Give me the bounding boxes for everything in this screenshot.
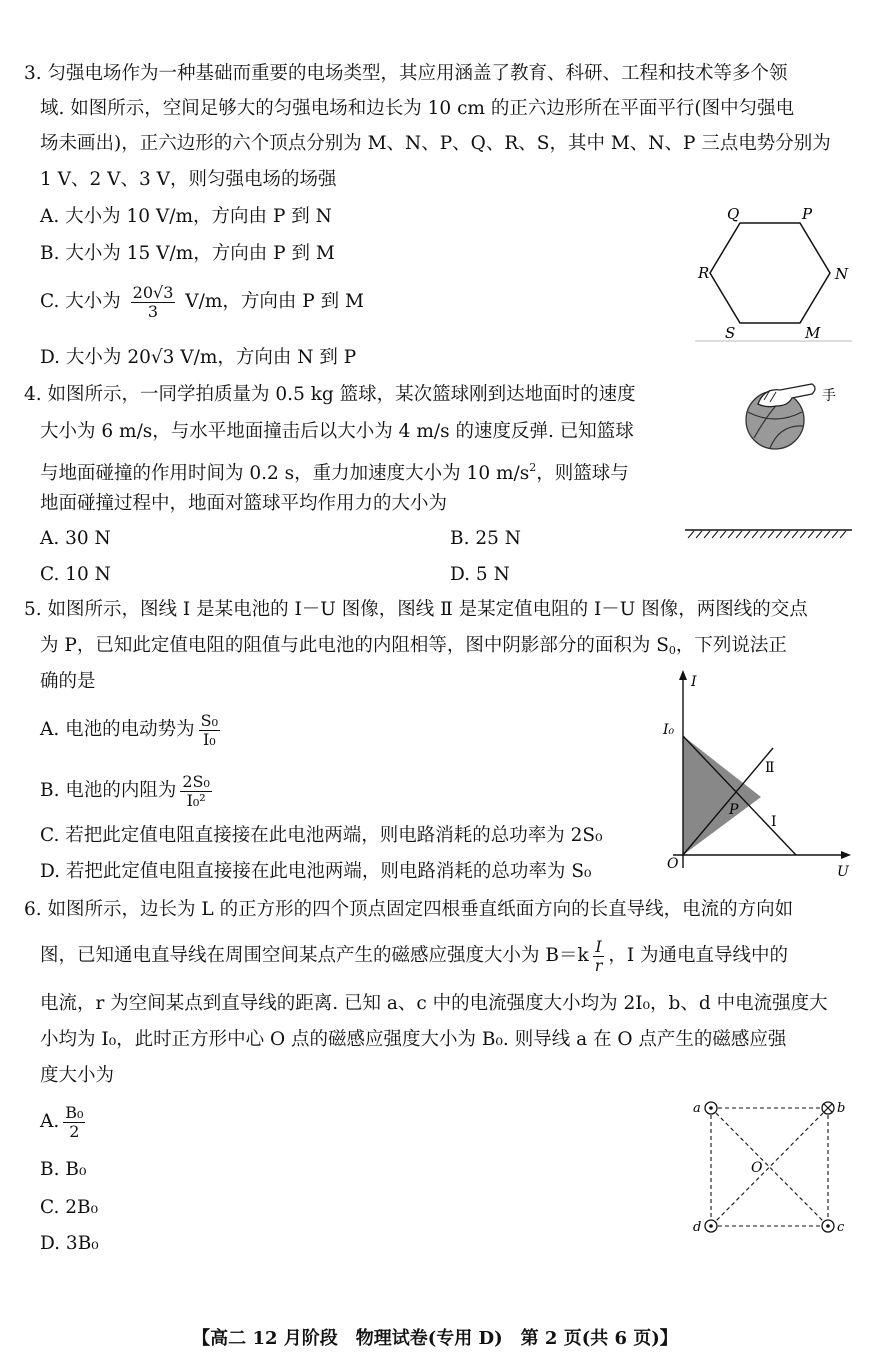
vertex-n-label: N (835, 265, 849, 283)
q6-option-a-fraction (63, 1104, 85, 1141)
vertex-m-label: M (805, 324, 821, 342)
q5-option-b-prefix: B. 电池的内阻为 (40, 780, 177, 801)
wire-square-figure (685, 1090, 860, 1240)
q4-line-3-text: 与地面碰撞的作用时间为 0.2 s，重力加速度大小为 10 m/s (40, 463, 530, 484)
q5-option-b-fraction (180, 773, 212, 810)
basketball-figure (680, 376, 860, 546)
q3-option-c (40, 282, 364, 322)
q3-option-a: A. 大小为 10 V/m，方向由 P 到 N (40, 206, 332, 227)
intersection-p-label: P (729, 802, 739, 818)
wire-a-label: a (693, 1101, 701, 1116)
u-axis-label: U (837, 864, 849, 880)
wire-b-in-icon (822, 1102, 834, 1114)
q5-line-2-suffix: ，下列说法正 (675, 635, 787, 656)
q4-line-1: 4. 如图所示，一同学拍质量为 0.5 kg 篮球，某次篮球刚到达地面时的速度 (24, 384, 636, 405)
q6-line-5: 度大小为 (40, 1065, 115, 1086)
q5-line-1: 5. 如图所示，图线 Ⅰ 是某电池的 I－U 图像，图线 Ⅱ 是某定值电阻的 I－U 图像，两图线的交点 (24, 599, 808, 620)
q5-line-2 (40, 634, 787, 663)
wire-c-out-icon (822, 1220, 834, 1232)
q5-option-a-prefix: A. 电池的电动势为 (40, 719, 195, 740)
hexagon-figure (690, 198, 855, 348)
ground-hatching (688, 531, 846, 538)
q6-line-2-denominator: r (594, 955, 603, 975)
q4-line-3-tail: ，则篮球与 (536, 463, 629, 484)
q6-line-1: 6. 如图所示，边长为 L 的正方形的四个顶点固定四根垂直纸面方向的长直导线，电流的方向如 (24, 899, 794, 920)
q6-line-2-numerator: I (593, 938, 605, 957)
q3-option-c-prefix: C. 大小为 (40, 291, 121, 312)
q6-option-c: C. 2B₀ (40, 1197, 99, 1218)
q6-option-a (40, 1102, 89, 1142)
shaded-area (683, 736, 761, 855)
vertex-r-label: R (698, 264, 710, 282)
q3-line-3: 场未画出)，正六边形的六个顶点分别为 M、N、P、Q、R、S，其中 M、N、P 三点电势分别为 (40, 133, 831, 154)
q4-line-3 (40, 456, 629, 486)
center-o-label: O (751, 1160, 763, 1176)
q6-line-3: 电流，r 为空间某点到直导线的距离. 已知 a、c 中的电流强度大小均为 2I₀，b、d 中电流强度大 (40, 993, 828, 1014)
wire-b-label: b (837, 1101, 846, 1116)
q3-option-c-suffix: V/m，方向由 P 到 M (185, 291, 364, 312)
q4-option-c: C. 10 N (40, 564, 111, 585)
origin-label: O (667, 856, 679, 872)
u-axis-arrow (841, 851, 851, 859)
q6-line-2-suffix: ，I 为通电直导线中的 (608, 945, 789, 966)
q5-option-b-numerator: 2S₀ (182, 771, 210, 791)
vertex-p-label: P (802, 205, 813, 223)
q4-option-a: A. 30 N (40, 528, 111, 549)
hand-label: 手 (822, 388, 836, 404)
vertex-q-label: Q (727, 205, 740, 223)
q6-line-2-fraction (593, 938, 605, 975)
q4-line-4: 地面碰撞过程中，地面对篮球平均作用力的大小为 (40, 493, 448, 514)
q5-option-d: D. 若把此定值电阻直接接在此电池两端，则电路消耗的总功率为 S₀ (40, 861, 592, 882)
q3-option-c-denominator: 3 (147, 301, 159, 321)
q3-option-c-numerator: 20√3 (132, 282, 174, 302)
wire-d-out-icon (705, 1220, 717, 1232)
line-ii-label: Ⅱ (765, 760, 775, 776)
iu-graph-figure (655, 668, 860, 883)
q3-line-1: 3. 匀强电场作为一种基础而重要的电场类型，其应用涵盖了教育、科研、工程和技术等多个领 (24, 63, 788, 84)
q4-option-d: D. 5 N (450, 564, 510, 585)
hexagon-shape (710, 223, 830, 323)
q3-line-4: 1 V、2 V、3 V，则匀强电场的场强 (40, 169, 337, 190)
q5-option-a (40, 710, 224, 750)
q5-option-b-denominator: I₀² (186, 790, 206, 810)
q3-option-b: B. 大小为 15 V/m，方向由 P 到 M (40, 243, 335, 264)
q4-line-3-superscript: 2 (529, 461, 537, 474)
q6-option-a-denominator: 2 (69, 1121, 80, 1141)
q6-line-4: 小均为 I₀，此时正方形中心 O 点的磁感应强度大小为 B₀. 则导线 a 在 O 点产生的磁感应强 (40, 1029, 787, 1050)
i-axis-arrow (679, 670, 687, 680)
q6-option-a-prefix: A. (40, 1111, 60, 1132)
q3-line-2: 域. 如图所示，空间足够大的匀强电场和边长为 10 cm 的正六边形所在平面平行(图中匀强电 (40, 98, 795, 119)
q5-option-a-denominator: I₀ (202, 729, 216, 749)
q5-line-2-subscript: 0 (668, 644, 676, 657)
q5-line-2-text: 为 P，已知此定值电阻的阻值与此电池的内阻相等，图中阴影部分的面积为 S (40, 635, 669, 656)
q3-option-d: D. 大小为 20√3 V/m，方向由 N 到 P (40, 347, 357, 368)
wire-d-label: d (693, 1220, 702, 1235)
i0-label: I₀ (663, 722, 675, 738)
q6-option-d: D. 3B₀ (40, 1233, 99, 1254)
q5-line-3: 确的是 (40, 671, 96, 692)
q5-option-a-numerator: S₀ (200, 710, 218, 730)
q5-option-a-fraction (199, 712, 220, 749)
q3-option-c-fraction (131, 284, 176, 321)
line-i-label: Ⅰ (771, 814, 777, 830)
i-axis-label: I (691, 674, 697, 690)
q4-line-2: 大小为 6 m/s，与水平地面撞击后以大小为 4 m/s 的速度反弹. 已知篮球 (40, 421, 634, 442)
q5-option-b (40, 771, 216, 811)
q6-line-2 (40, 934, 788, 978)
page-footer: 【高二 12 月阶段 物理试卷(专用 D) 第 2 页(共 6 页)】 (192, 1328, 678, 1349)
wire-a-out-icon (705, 1102, 717, 1114)
wire-c-label: c (837, 1220, 845, 1235)
q6-option-b: B. B₀ (40, 1159, 87, 1180)
q6-option-a-numerator: B₀ (65, 1102, 84, 1122)
vertex-s-label: S (725, 324, 736, 342)
q6-line-2-text: 图，已知通电直导线在周围空间某点产生的磁感应强度大小为 B＝k (40, 945, 589, 966)
q5-option-c: C. 若把此定值电阻直接接在此电池两端，则电路消耗的总功率为 2S₀ (40, 825, 603, 846)
q4-option-b: B. 25 N (450, 528, 521, 549)
